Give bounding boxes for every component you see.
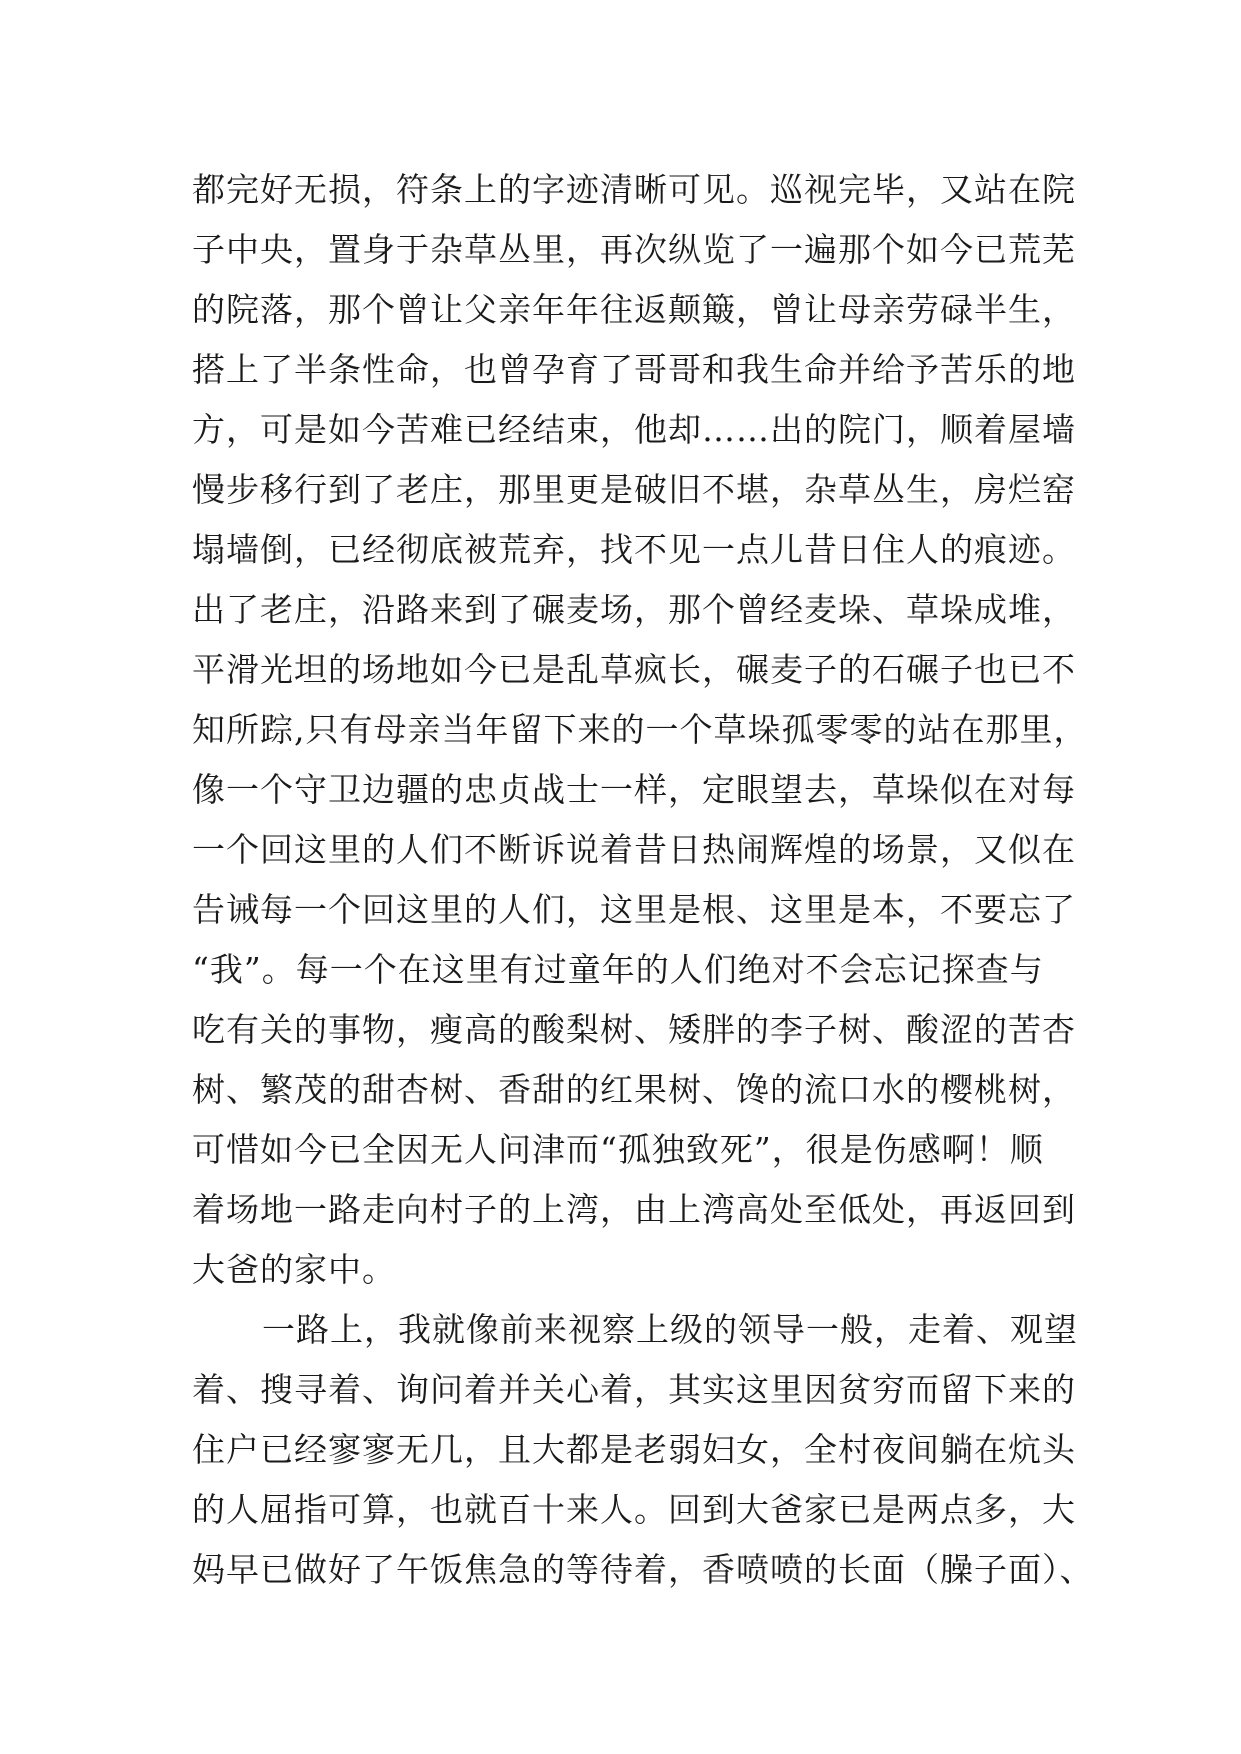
text-line: 出了老庄，沿路来到了碾麦场，那个曾经麦垛、草垛成堆，	[192, 590, 1076, 629]
text-line: 方，可是如今苦难已经结束，他却……出的院门，顺着屋墙	[192, 410, 1076, 449]
text-line: 慢步移行到了老庄，那里更是破旧不堪，杂草丛生，房烂窑	[192, 470, 1076, 509]
text-line: 知所踪,只有母亲当年留下来的一个草垛孤零零的站在那里，	[192, 710, 1088, 749]
text-line: “我”。每一个在这里有过童年的人们绝对不会忘记探查与	[192, 950, 1044, 989]
text-line: 大爸的家中。	[192, 1250, 396, 1289]
text-line: 着、搜寻着、询问着并关心着，其实这里因贫穷而留下来的	[192, 1370, 1076, 1409]
text-line: 都完好无损，符条上的字迹清晰可见。巡视完毕，又站在院	[192, 170, 1076, 209]
text-line: 的人屈指可算，也就百十来人。回到大爸家已是两点多，大	[192, 1490, 1076, 1529]
text-line: 搭上了半条性命，也曾孕育了哥哥和我生命并给予苦乐的地	[192, 350, 1076, 389]
text-line: 一个回这里的人们不断诉说着昔日热闹辉煌的场景，又似在	[192, 830, 1076, 869]
text-line: 妈早已做好了午饭焦急的等待着，香喷喷的长面（臊子面）、	[192, 1550, 1094, 1589]
text-line: 像一个守卫边疆的忠贞战士一样，定眼望去，草垛似在对每	[192, 770, 1076, 809]
text-line: 吃有关的事物，瘦高的酸梨树、矮胖的李子树、酸涩的苦杏	[192, 1010, 1076, 1049]
text-line: 塌墙倒，已经彻底被荒弃，找不见一点儿昔日住人的痕迹。	[192, 530, 1076, 569]
text-line: 一路上，我就像前来视察上级的领导一般，走着、观望	[262, 1310, 1078, 1349]
text-line: 平滑光坦的场地如今已是乱草疯长，碾麦子的石碾子也已不	[192, 650, 1076, 689]
text-line: 树、繁茂的甜杏树、香甜的红果树、馋的流口水的樱桃树，	[192, 1070, 1076, 1109]
text-line: 可惜如今已全因无人问津而“孤独致死”，很是伤感啊！顺	[192, 1130, 1044, 1169]
text-line: 着场地一路走向村子的上湾，由上湾高处至低处，再返回到	[192, 1190, 1076, 1229]
text-line: 的院落，那个曾让父亲年年往返颠簸，曾让母亲劳碌半生，	[192, 290, 1076, 329]
body-text	[192, 160, 1094, 1600]
text-line: 告诫每一个回这里的人们，这里是根、这里是本，不要忘了	[192, 890, 1076, 929]
paragraph	[192, 1300, 1094, 1600]
text-line: 住户已经寥寥无几，且大都是老弱妇女，全村夜间躺在炕头	[192, 1430, 1076, 1469]
paragraph	[192, 160, 1088, 1300]
text-line: 子中央，置身于杂草丛里，再次纵览了一遍那个如今已荒芜	[192, 230, 1076, 269]
